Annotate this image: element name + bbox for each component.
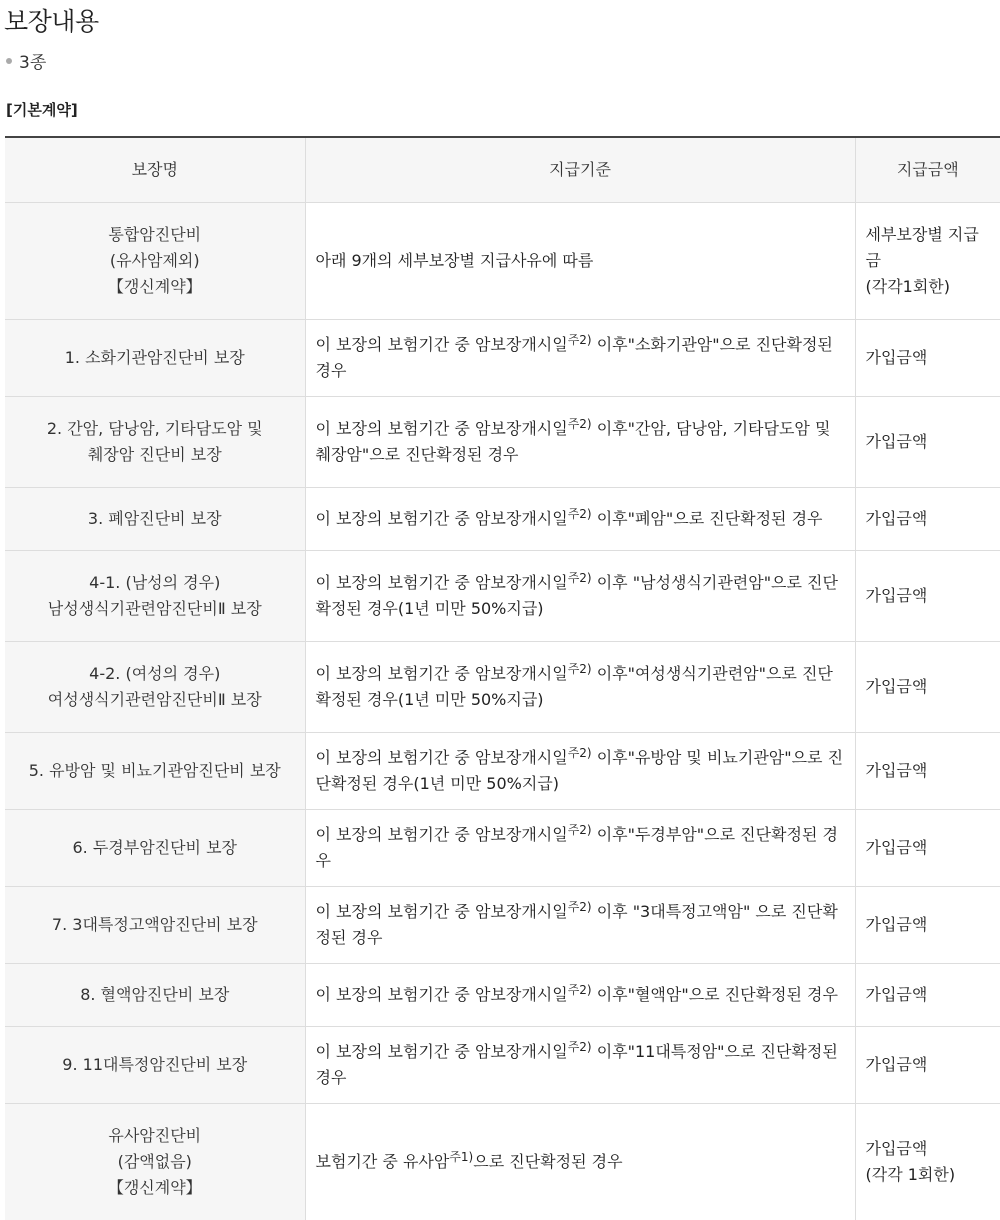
criteria-text: 이후"혈액암"으로 진단확정된 경우 [591, 984, 838, 1004]
payment-criteria-cell [305, 641, 855, 732]
criteria-text: 이 보장의 보험기간 중 암보장개시일 [315, 824, 568, 844]
payment-amount-cell [855, 1026, 1000, 1103]
payment-criteria-cell [305, 550, 855, 641]
payment-amount-line: (각각 1회한) [865, 1164, 956, 1184]
header-payment-criteria: 지급기준 [305, 137, 855, 202]
footnote-marker: 주2) [567, 899, 592, 914]
payment-criteria-cell [305, 487, 855, 550]
criteria-text: 이 보장의 보험기간 중 암보장개시일 [315, 334, 568, 354]
criteria-text: 이후"폐암"으로 진단확정된 경우 [591, 508, 823, 528]
payment-amount-line: 가입금액 [865, 1138, 928, 1158]
table-row [5, 319, 1000, 396]
footnote-marker: 주2) [567, 570, 592, 585]
bullet-item [6, 48, 46, 73]
payment-amount-line: 가입금액 [865, 585, 928, 605]
coverage-name-cell [5, 550, 305, 641]
footnote-marker: 주2) [567, 745, 592, 760]
coverage-name-cell [5, 1103, 305, 1220]
payment-criteria-cell [305, 886, 855, 963]
payment-criteria-cell [305, 809, 855, 886]
payment-amount-line: 가입금액 [865, 508, 928, 528]
footnote-marker: 주2) [567, 506, 592, 521]
coverage-name-cell [5, 396, 305, 487]
table-row [5, 1026, 1000, 1103]
payment-amount-line: 가입금액 [865, 676, 928, 696]
footnote-marker: 주2) [567, 822, 592, 837]
payment-criteria-cell [305, 396, 855, 487]
criteria-text: 이 보장의 보험기간 중 암보장개시일 [315, 984, 568, 1004]
coverage-name-line: 1. 소화기관암진단비 보장 [64, 347, 245, 367]
criteria-text: 이 보장의 보험기간 중 암보장개시일 [315, 418, 568, 438]
table-row [5, 963, 1000, 1026]
coverage-name-cell [5, 319, 305, 396]
criteria-text: 이후"여성생식기관련암"으로 진단확정된 경우(1년 미만 50%지급) [315, 663, 833, 709]
criteria-text: 이 보장의 보험기간 중 암보장개시일 [315, 747, 568, 767]
payment-amount-cell [855, 396, 1000, 487]
footnote-marker: 주2) [567, 416, 592, 431]
bullet-text: 3종 [19, 53, 47, 73]
coverage-name-line: 4-2. (여성의 경우) [89, 663, 221, 683]
table-header-row [5, 137, 1000, 202]
criteria-text: 이 보장의 보험기간 중 암보장개시일 [315, 508, 568, 528]
payment-criteria-cell [305, 963, 855, 1026]
criteria-text: 이 보장의 보험기간 중 암보장개시일 [315, 1041, 568, 1061]
coverage-name-line: 췌장암 진단비 보장 [87, 444, 222, 464]
coverage-name-line: 4-1. (남성의 경우) [89, 572, 221, 592]
header-payment-amount: 지급금액 [855, 137, 1000, 202]
coverage-name-line: 여성생식기관련암진단비Ⅱ 보장 [47, 689, 262, 709]
bullet-dot-icon [6, 58, 12, 64]
page-title: 보장내용 [4, 7, 99, 36]
coverage-name-line: (감액없음) [117, 1151, 192, 1171]
payment-amount-line: 가입금액 [865, 760, 928, 780]
payment-amount-line: 가입금액 [865, 431, 928, 451]
coverage-name-cell [5, 732, 305, 809]
payment-amount-cell [855, 963, 1000, 1026]
coverage-name-line: 8. 혈액암진단비 보장 [80, 984, 230, 1004]
payment-criteria-cell [305, 1026, 855, 1103]
payment-criteria-cell [305, 732, 855, 809]
coverage-name-cell [5, 809, 305, 886]
coverage-name-cell [5, 202, 305, 319]
coverage-name-cell [5, 487, 305, 550]
coverage-name-line: 남성생식기관련암진단비Ⅱ 보장 [47, 598, 262, 618]
table-row [5, 396, 1000, 487]
coverage-name-line: 【갱신계약】 [107, 276, 202, 296]
section-label: [기본계약] [6, 101, 78, 119]
criteria-text: 이 보장의 보험기간 중 암보장개시일 [315, 663, 568, 683]
payment-amount-cell [855, 641, 1000, 732]
criteria-text: 이후 "남성생식기관련암"으로 진단확정된 경우(1년 미만 50%지급) [315, 572, 838, 618]
criteria-text: 이후"유방암 및 비뇨기관암"으로 진단확정된 경우(1년 미만 50%지급) [315, 747, 844, 793]
criteria-text: 이 보장의 보험기간 중 암보장개시일 [315, 901, 568, 921]
payment-amount-line: 가입금액 [865, 347, 928, 367]
coverage-name-cell [5, 886, 305, 963]
payment-amount-cell [855, 319, 1000, 396]
table-row [5, 732, 1000, 809]
payment-amount-line: 가입금액 [865, 837, 928, 857]
payment-criteria-cell [305, 319, 855, 396]
payment-amount-cell [855, 886, 1000, 963]
table-row [5, 1103, 1000, 1220]
criteria-text: 보험기간 중 유사암 [315, 1151, 450, 1171]
payment-amount-line: 가입금액 [865, 984, 928, 1004]
payment-amount-cell [855, 732, 1000, 809]
coverage-name-line: 통합암진단비 [108, 224, 202, 244]
coverage-name-line: (유사암제외) [109, 250, 200, 270]
payment-amount-cell [855, 1103, 1000, 1220]
payment-amount-cell [855, 809, 1000, 886]
payment-amount-cell [855, 487, 1000, 550]
table-row [5, 202, 1000, 319]
payment-criteria-cell [305, 1103, 855, 1220]
coverage-name-line: 2. 간암, 담낭암, 기타담도암 및 [46, 418, 263, 438]
criteria-text: 아래 9개의 세부보장별 지급사유에 따름 [315, 250, 594, 270]
payment-amount-line: 가입금액 [865, 1054, 928, 1074]
coverage-name-line: 6. 두경부암진단비 보장 [72, 837, 238, 857]
footnote-marker: 주2) [567, 661, 592, 676]
coverage-name-line: 【갱신계약】 [107, 1177, 202, 1197]
table-row [5, 809, 1000, 886]
table-row [5, 641, 1000, 732]
payment-criteria-cell [305, 202, 855, 319]
coverage-name-cell [5, 963, 305, 1026]
header-coverage-name: 보장명 [5, 137, 305, 202]
footnote-marker: 주2) [567, 332, 592, 347]
criteria-text: 이후 "3대특정고액암" 으로 진단확정된 경우 [315, 901, 838, 947]
payment-amount-line: 세부보장별 지급금 [865, 224, 979, 270]
criteria-text: 이후"소화기관암"으로 진단확정된 경우 [315, 334, 833, 380]
payment-amount-line: 가입금액 [865, 914, 928, 934]
coverage-name-line: 5. 유방암 및 비뇨기관암진단비 보장 [28, 760, 281, 780]
footnote-marker: 주2) [567, 1039, 592, 1054]
table-row [5, 886, 1000, 963]
footnote-marker: 주1) [449, 1149, 474, 1164]
footnote-marker: 주2) [567, 982, 592, 997]
coverage-name-cell [5, 641, 305, 732]
coverage-name-line: 3. 폐암진단비 보장 [87, 508, 222, 528]
coverage-name-line: 유사암진단비 [108, 1125, 202, 1145]
criteria-text: 이후"11대특정암"으로 진단확정된 경우 [315, 1041, 838, 1087]
payment-amount-cell [855, 550, 1000, 641]
payment-amount-cell [855, 202, 1000, 319]
criteria-text: 으로 진단확정된 경우 [473, 1151, 623, 1171]
table-row [5, 550, 1000, 641]
coverage-name-line: 7. 3대특정고액암진단비 보장 [51, 914, 258, 934]
coverage-table [5, 136, 1000, 1220]
criteria-text: 이후"간암, 담낭암, 기타담도암 및 췌장암"으로 진단확정된 경우 [315, 418, 831, 464]
payment-amount-line: (각각1회한) [865, 276, 950, 296]
coverage-name-cell [5, 1026, 305, 1103]
coverage-name-line: 9. 11대특정암진단비 보장 [62, 1054, 248, 1074]
criteria-text: 이 보장의 보험기간 중 암보장개시일 [315, 572, 568, 592]
table-row [5, 487, 1000, 550]
criteria-text: 이후"두경부암"으로 진단확정된 경우 [315, 824, 838, 870]
